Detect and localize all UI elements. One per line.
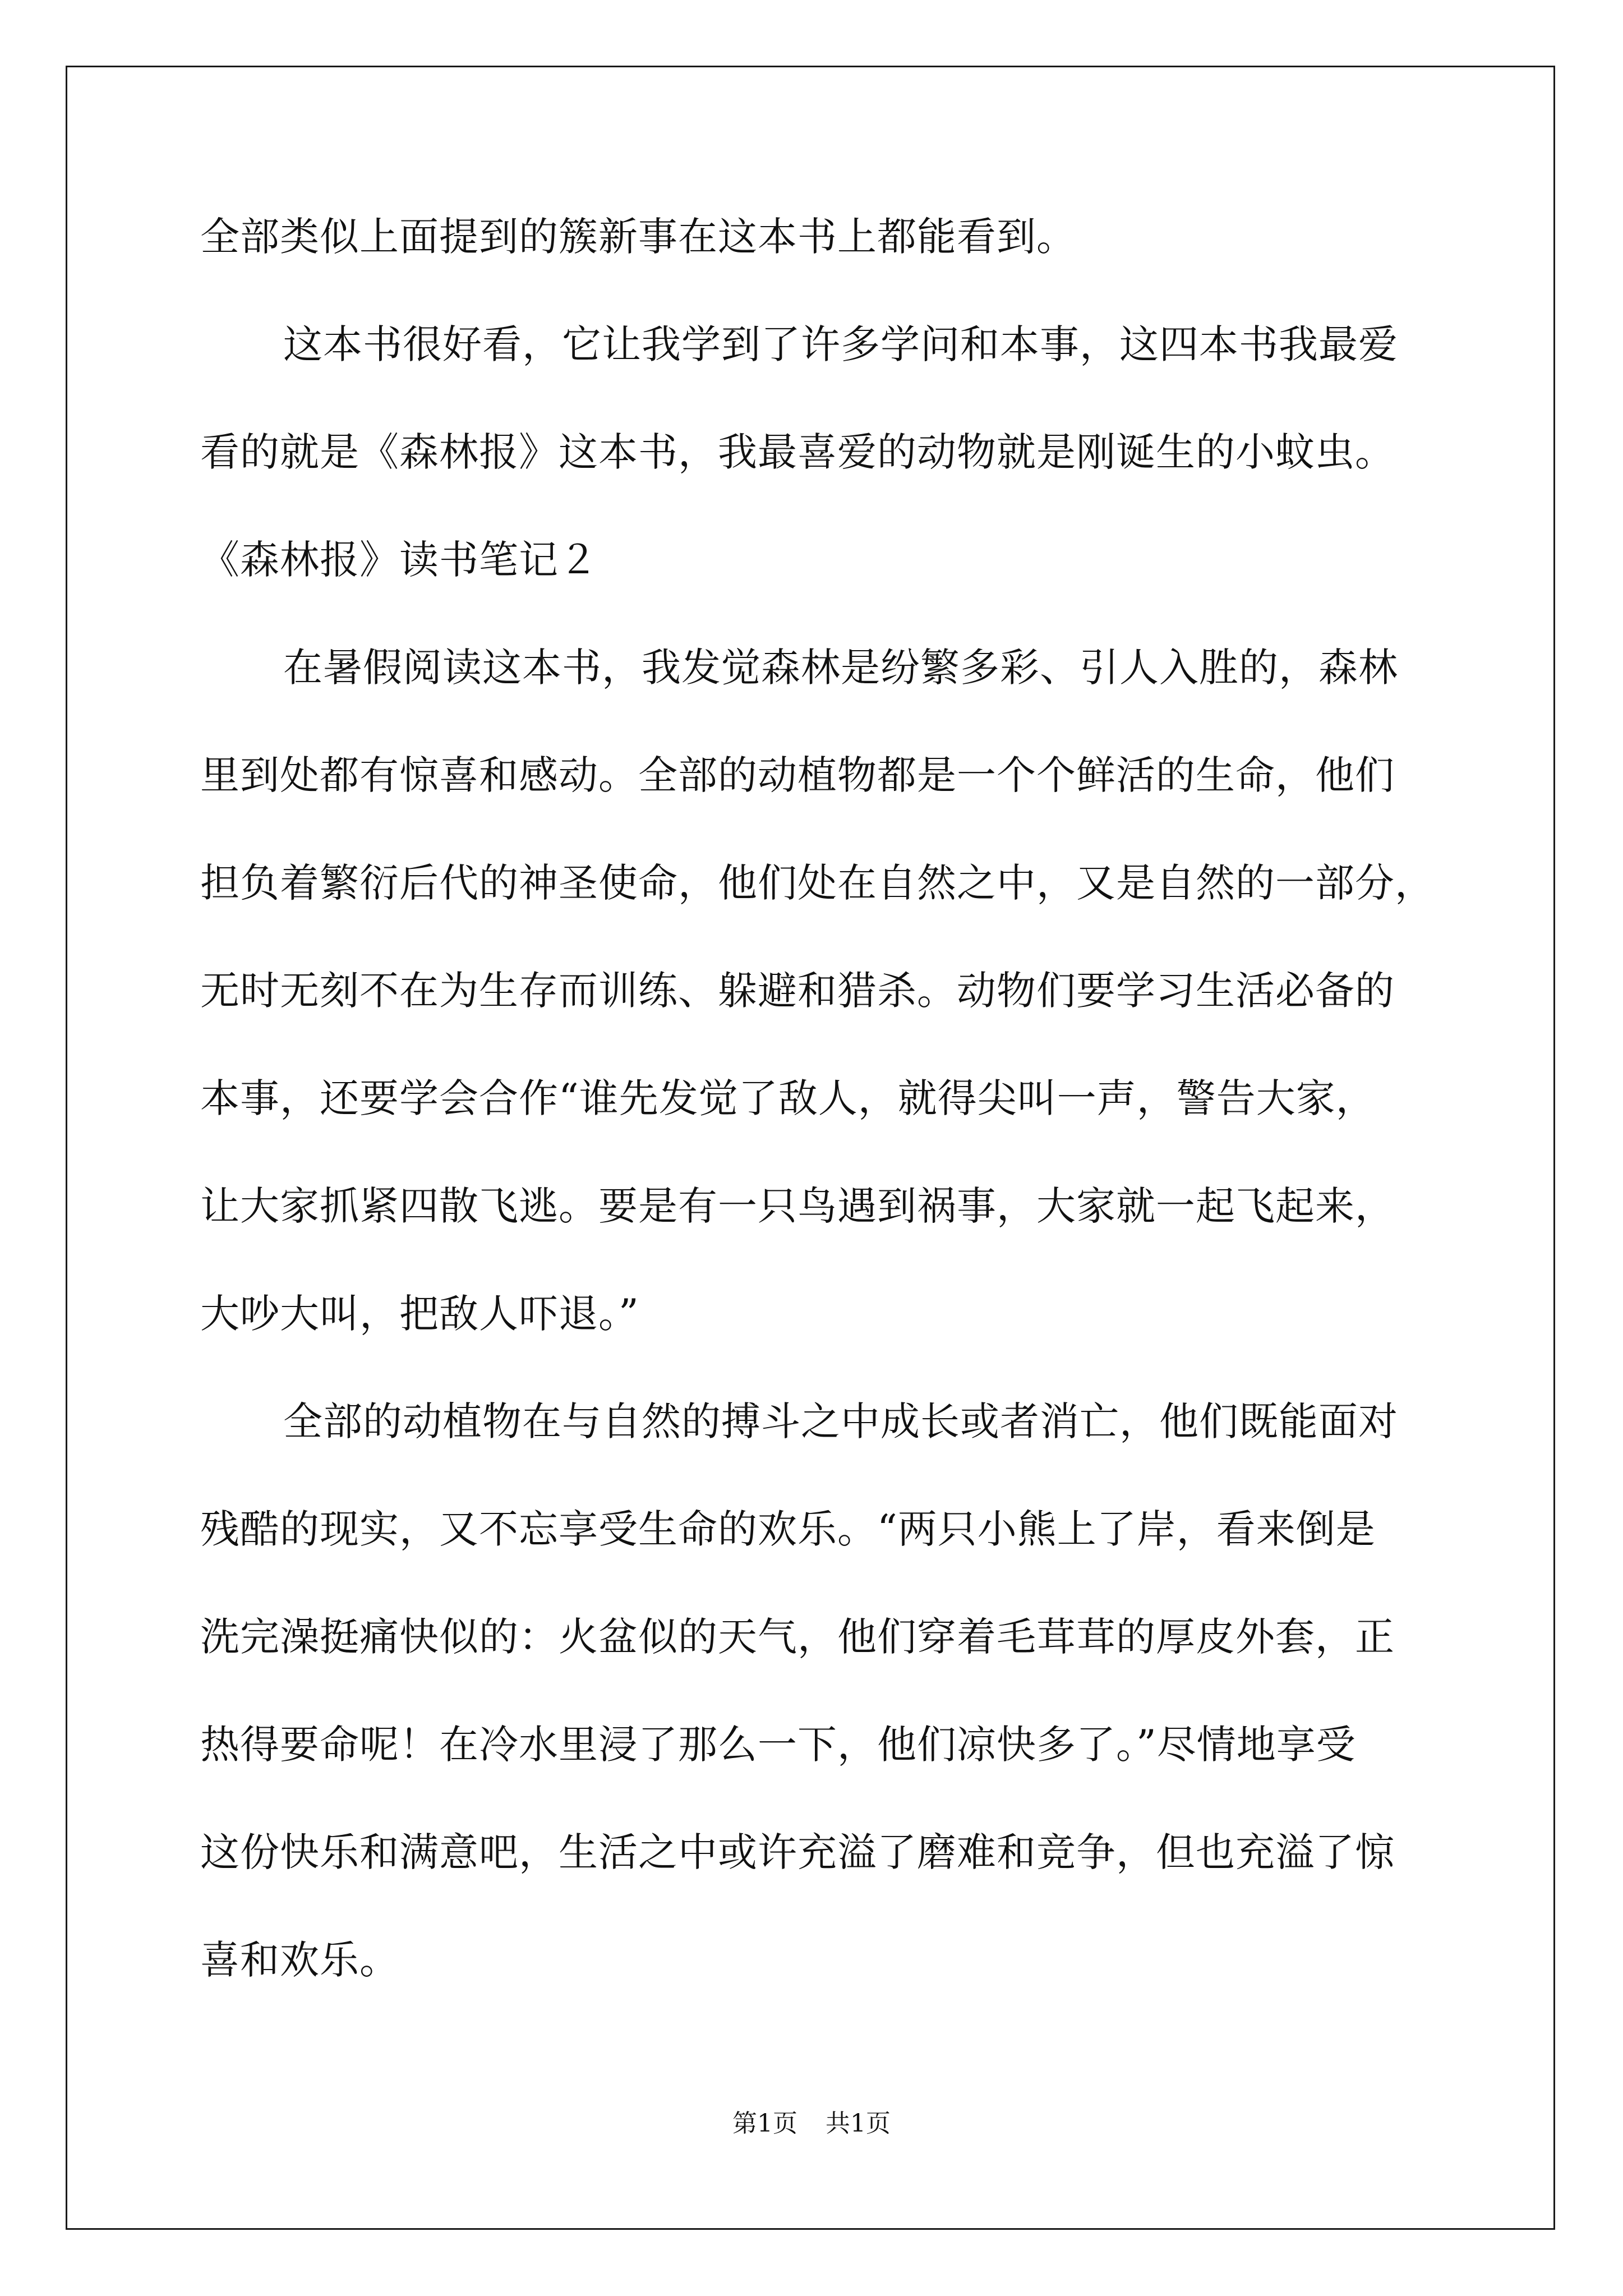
section-heading: 《森林报》读书笔记２ [200, 537, 598, 583]
text-line: 洗完澡挺痛快似的：火盆似的天气，他们穿着毛茸茸的厚皮外套，正 [200, 1614, 1395, 1660]
text-line: 担负着繁衍后代的神圣使命，他们处在自然之中，又是自然的一部分， [200, 860, 1435, 906]
paragraph-start-line: 全部的动植物在与自然的搏斗之中成长或者消亡，他们既能面对 [283, 1398, 1398, 1444]
text-line: 大吵大叫，把敌人吓退。” [200, 1291, 639, 1337]
text-line: 全部类似上面提到的簇新事在这本书上都能看到。 [200, 214, 1076, 260]
text-line: 残酷的现实，又不忘享受生命的欢乐。“两只小熊上了岸，看来倒是 [200, 1506, 1376, 1552]
text-line: 本事，还要学会合作“谁先发觉了敌人，就得尖叫一声，警告大家， [200, 1075, 1376, 1121]
text-line: 让大家抓紧四散飞逃。要是有一只鸟遇到祸事，大家就一起飞起来， [200, 1183, 1395, 1229]
text-line: 喜和欢乐。 [200, 1937, 399, 1983]
page-border [66, 66, 1555, 2230]
text-line: 无时无刻不在为生存而训练、躲避和猎杀。动物们要学习生活必备的 [200, 968, 1395, 1014]
page-number-total: 共1页 [826, 2109, 891, 2138]
page-footer [0, 2107, 1623, 2141]
paragraph-start-line: 在暑假阅读这本书，我发觉森林是纷繁多彩、引人入胜的，森林 [283, 645, 1398, 691]
text-line: 看的就是《森林报》这本书，我最喜爱的动物就是刚诞生的小蚊虫。 [200, 429, 1395, 475]
text-line: 这份快乐和满意吧，生活之中或许充溢了磨难和竞争，但也充溢了惊 [200, 1829, 1395, 1875]
text-line: 里到处都有惊喜和感动。全部的动植物都是一个个鲜活的生命，他们 [200, 752, 1395, 798]
page-number-current: 第1页 [732, 2109, 797, 2138]
text-line: 热得要命呢！在冷水里浸了那么一下，他们凉快多了。”尽情地享受 [200, 1722, 1356, 1768]
paragraph-start-line: 这本书很好看，它让我学到了许多学问和本事，这四本书我最爱 [283, 321, 1398, 367]
